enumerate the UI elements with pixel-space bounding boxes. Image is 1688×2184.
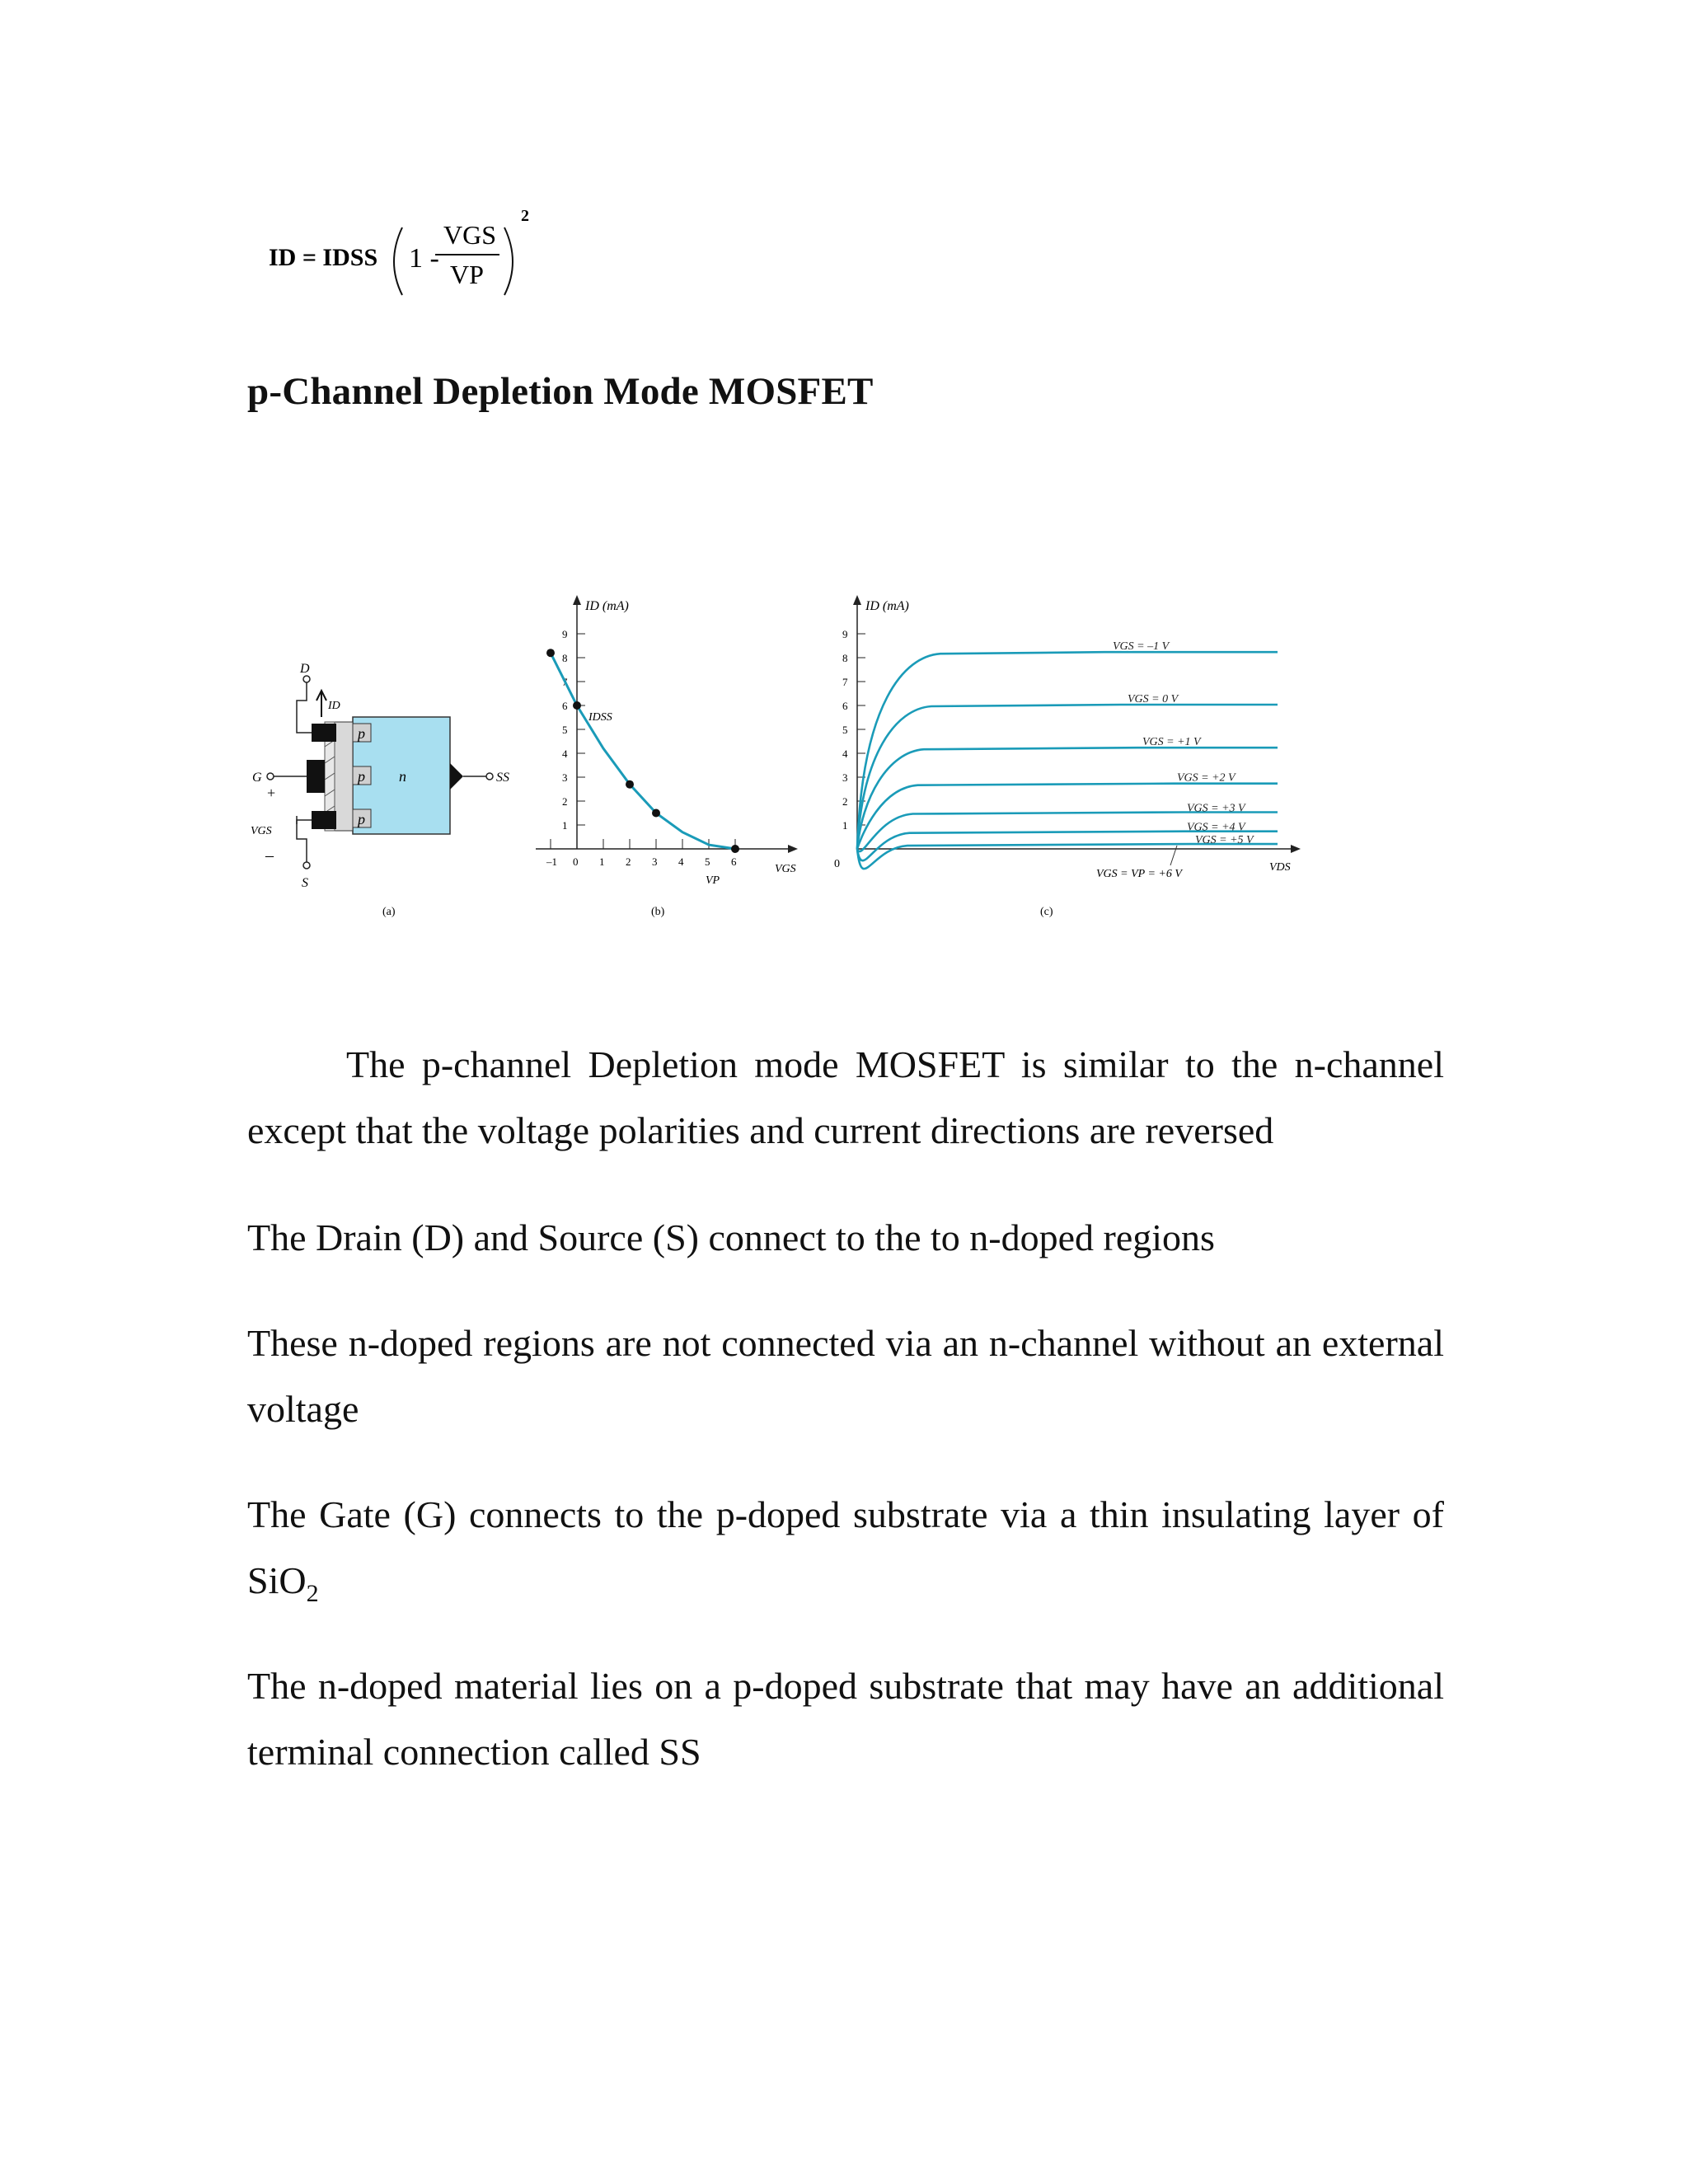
b-ytick-label: 5 [562,724,568,736]
label-p2: p [358,768,365,785]
c-ytick-label: 4 [842,748,848,760]
b-xtick-label: 4 [678,855,684,868]
b-xtick-label: 1 [599,855,605,868]
b-data-point [546,649,555,657]
b-data-point [731,845,739,853]
formula [264,198,560,313]
b-ytick-label: 4 [562,748,568,760]
id-arrow-icon [316,691,326,717]
b-ytick-label: 8 [562,652,568,664]
c-curve-label: VGS = +1 V [1142,736,1201,749]
drain-contact [312,724,336,742]
source-contact [312,811,336,829]
label-p3: p [358,811,365,827]
mosfet-figure [247,577,1319,931]
label-ss: SS [496,771,509,785]
formula-left-paren [394,227,402,295]
b-ytick-label: 2 [562,795,568,808]
c-ytick-label: 7 [842,676,848,688]
caption-a: (a) [382,906,396,918]
c-pinch-label: VGS = VP = +6 V [1096,868,1182,880]
formula-lhs: ID = IDSS [269,244,378,271]
b-idss-label: IDSS [588,711,612,724]
paragraph-4-subscript: 2 [306,1580,319,1607]
b-data-point [652,809,660,818]
b-vp-label: VP [706,874,720,887]
label-minus: – [265,846,274,865]
label-g: G [252,771,262,785]
label-vgs: VGS [251,825,272,837]
paragraph-4 [247,1482,1444,1614]
formula-numerator: VGS [443,220,497,250]
b-xtick-label: 6 [731,855,737,868]
b-ytick-label: 3 [562,771,568,784]
formula-exponent: 2 [521,207,529,225]
label-s: S [302,876,308,890]
label-n: n [399,768,406,785]
paragraph-2: The Drain (D) and Source (S) connect to the to n-doped regions [247,1216,1215,1258]
c-curve-label: VGS = +2 V [1177,771,1236,785]
c-xlabel: VDS [1269,861,1291,874]
c-origin: 0 [834,858,840,870]
panel-b-transfer-curve [536,595,798,918]
c-ylabel: ID (mA) [865,599,909,613]
paragraph-1: The p-channel Depletion mode MOSFET is similar to the n-channel except that the voltage polarities and current directions are reversed [247,1043,1444,1151]
label-id: ID [328,700,340,712]
c-curve-label: VGS = +5 V [1195,834,1254,847]
formula-denominator: VP [450,260,484,289]
caption-c: (c) [1040,906,1053,918]
c-drain-curve [857,844,1278,869]
c-ytick-label: 3 [842,771,848,784]
c-ytick-label: 1 [842,819,848,832]
c-ytick-label: 8 [842,652,848,664]
b-xtick-label: 2 [626,855,631,868]
c-ytick-label: 9 [842,628,848,640]
panel-c-drain-curves [834,595,1301,918]
b-transfer-curve [551,653,735,849]
c-curve-label: VGS = –1 V [1113,640,1170,654]
caption-b: (b) [651,906,665,918]
c-ytick-label: 6 [842,700,848,712]
b-ytick-label: 9 [562,628,568,640]
b-ytick-label: 6 [562,700,568,712]
b-data-point [626,780,634,789]
ss-contact [450,763,463,790]
b-data-point [573,701,581,710]
b-xtick-label: –1 [546,855,557,868]
c-ytick-label: 2 [842,795,848,808]
b-xtick-label: 3 [652,855,658,868]
b-ytick-label: 1 [562,819,568,832]
paragraph-5: The n-doped material lies on a p-doped substrate that may have an additional terminal connection called SS [247,1665,1444,1773]
gate-contact [307,760,325,793]
c-curve-label: VGS = +3 V [1187,802,1245,815]
b-ylabel: ID (mA) [585,599,629,613]
c-curve-label: VGS = +4 V [1187,821,1245,834]
formula-right-paren [504,227,513,295]
paragraph-4-text: The Gate (G) connects to the p-doped substrate via a thin insulating layer of SiO [247,1493,1444,1601]
label-p1: p [358,725,365,742]
page-heading: p-Channel Depletion Mode MOSFET [247,370,874,413]
label-d: D [300,662,310,676]
paragraph-3: These n-doped regions are not connected via an n-channel without an external voltage [247,1322,1444,1430]
b-ytick-label: 7 [562,676,568,688]
panel-a-device [251,662,509,918]
c-curve-label: VGS = 0 V [1128,693,1179,705]
b-xtick-label: 0 [573,855,579,868]
p-channel-strip [335,722,353,831]
c-ytick-label: 5 [842,724,848,736]
formula-one-minus: 1 - [409,243,439,274]
b-xlabel: VGS [775,863,796,875]
b-xtick-label: 5 [705,855,710,868]
label-plus: + [267,785,276,801]
